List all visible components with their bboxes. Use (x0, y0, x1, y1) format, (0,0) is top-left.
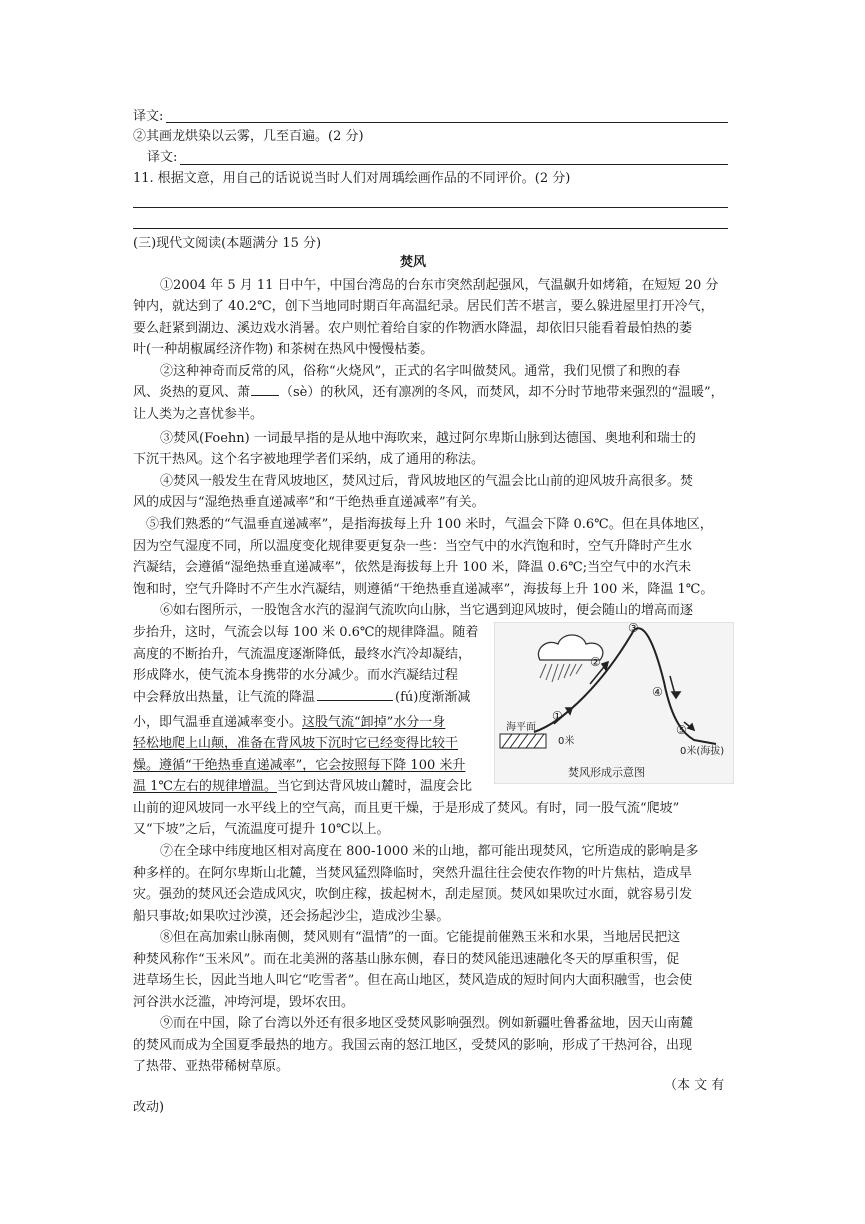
step-5-label: ⑤ (676, 723, 687, 737)
p9-line-1: ⑨而在中国，除了台湾以外还有很多地区受焚风影响强烈。例如新疆吐鲁番盆地，因天山南麓 (160, 1016, 694, 1031)
p5-line-1: ⑤我们熟悉的“气温垂直递减率”，是指海拔每上升 100 米时，气温会下降 0.6℃。但在具体地区， (146, 517, 713, 532)
step-2-label: ② (590, 655, 601, 669)
p6-line-9: 温 1℃左右的规律增温。当它到达背风坡山麓时，温度会比 (133, 779, 472, 794)
p6-line-10: 山前的迎风坡同一水平线上的空气高，而且更干燥，于是形成了焚风。有时，同一股气流“爬坡” (133, 801, 680, 816)
sea-level-label: 海平面 (506, 722, 536, 733)
p5-line-3: 汽凝结，会遵循“湿绝热垂直递减率”，依然是海拔每上升 100 米，降温 0.6℃;当空气中的水汽未 (133, 560, 692, 575)
question-11: 11. 根据文意，用自己的话说说当时人们对周瑀绘画作品的不同评价。(2 分) (133, 171, 571, 186)
p3-line-2: 下沉干热风。这个名字被地理学者们采纳，成了通用的称法。 (133, 452, 485, 467)
p7-line-3: 灾。强劲的焚风还会造成风灾，吹倒庄稼，拔起树木，刮走屋顶。焚风如果吹过水面，就容易引发 (133, 887, 693, 902)
answer-line-4[interactable] (133, 228, 728, 229)
p8-line-3: 进草场生长，因此当地人叫它“吃雪者”。但在高山地区，焚风造成的短时间内大面积融雪，也会使 (133, 973, 693, 988)
yiwen-label-2: 译文: (147, 150, 178, 165)
fill-blank-se[interactable] (251, 383, 279, 396)
sea-level-block (500, 734, 546, 748)
p7-line-1: ⑦在全球中纬度地区相对高度在 800-1000 米的山地，都可能出现焚风，它所造成的影响是多 (160, 844, 699, 859)
p2-line-1: ②这种神奇而反常的风，俗称“火烧风”，正式的名字叫做焚风。通常，我们见惯了和煦的春 (160, 364, 681, 379)
foehn-diagram (494, 622, 734, 784)
p6-line-6: 小，即气温垂直递减率变小。这股气流“卸掉”水分一身 (133, 715, 446, 730)
p5-line-4: 饱和时，空气升降时不产生水汽凝结，则遵循“干绝热垂直递减率”，海拔每上升 100 米，降温 1℃。 (133, 582, 714, 597)
p1-line-3: 要么赶紧到湖边、溪边戏水消暑。农户则忙着给自家的作物洒水降温，却依旧只能看着最怕热的萎 (133, 321, 693, 336)
p2-line-3: 让人类为之喜忧参半。 (133, 407, 264, 422)
p6-line-1: ⑥如右图所示，一股饱含水汽的湿润气流吹向山脉，当它遇到迎风坡时，便会随山的增高而逐 (160, 603, 694, 618)
p6-line-4: 形成降水，使气流本身携带的水分减少。而水汽凝结过程 (133, 668, 459, 683)
answer-line-2[interactable] (180, 164, 728, 165)
p9-line-2: 的焚风而成为全国夏季最热的地方。我国云南的怒江地区，受焚风的影响，形成了干热河谷，出现 (133, 1038, 693, 1053)
p6-line-3: 高度的不断抬升，气流温度逐渐降低，最终水汽冷却凝结， (133, 647, 472, 662)
step-4-label: ④ (652, 685, 663, 699)
fill-blank-fu[interactable] (317, 688, 393, 701)
p1-line-1: ①2004 年 5 月 11 日中午，中国台湾岛的台东市突然刮起强风，气温飙升如烤箱，在短短 20 分 (160, 278, 719, 293)
p7-line-2: 种多样的。在阿尔卑斯山北麓，当焚风猛烈降临时，突然升温往往会使农作物的叶片焦枯，造成旱 (133, 866, 693, 881)
underlined-sentence: 这股气流“卸掉”水分一身 (302, 715, 446, 730)
yiwen-label-1: 译文: (133, 109, 164, 124)
source-note-part1: （本 文 有 (664, 1078, 725, 1093)
figure-frame (494, 622, 734, 784)
p2-line-2: 风、炎热的夏风、萧 （sè）的秋风，还有凛冽的冬风，而焚风，却不分时节地带来强烈的“温暖”， (133, 385, 724, 400)
p6-line-5: 中会释放出热量，让气流的降温 (fú)度渐渐减 (133, 690, 471, 705)
p4-line-1: ④焚风一般发生在背风坡地区，焚风过后，背风坡地区的气温会比山前的迎风坡升高很多。焚 (160, 474, 694, 489)
article-title: 焚风 (400, 255, 427, 270)
foehn-diagram-svg (494, 622, 734, 784)
p8-line-2: 种焚风称作“玉米风”。而在北美洲的落基山脉东侧，春日的焚风能迅速融化冬天的厚重积雪，促 (133, 952, 680, 967)
answer-line-1[interactable] (166, 122, 728, 123)
answer-line-3[interactable] (133, 207, 728, 208)
p1-line-2: 钟内，就达到了 40.2℃，创下当地同时期百年高温纪录。居民们苦不堪言，要么躲进屋里打开冷气， (133, 299, 714, 314)
source-note-part2: 改动) (133, 1100, 165, 1115)
p1-line-4: 叶(一种胡椒属经济作物) 和茶树在热风中慢慢枯萎。 (133, 342, 434, 357)
p7-line-4: 船只事故;如果吹过沙漠，还会扬起沙尘，造成沙尘暴。 (133, 909, 450, 924)
p9-line-3: 了热带、亚热带稀树草原。 (133, 1059, 290, 1074)
question-2: ②其画龙烘染以云雾，几至百遍。(2 分) (133, 129, 364, 144)
p5-line-2: 因为空气湿度不同，所以温度变化规律要更复杂一些：当空气中的水汽饱和时，空气升降时产生水 (133, 539, 693, 554)
p8-line-1: ⑧但在高加索山脉南侧，焚风则有“温情”的一面。它能提前催熟玉米和水果，当地居民把这 (160, 930, 681, 945)
zero-right-label: 0米(海拔) (680, 746, 725, 757)
p8-line-4: 河谷洪水泛滥，冲垮河堤，毁坏农田。 (133, 995, 355, 1010)
p3-line-1: ③焚风(Foehn) 一词最早指的是从地中海吹来，越过阿尔卑斯山脉到达德国、奥地利和瑞士的 (160, 431, 696, 446)
p6-line-2: 步抬升，这时，气流会以每 100 米 0.6℃的规律降温。随着 (133, 625, 479, 640)
step-3-label: ③ (628, 622, 639, 635)
figure-caption: 焚风形成示意图 (568, 766, 645, 779)
step-1-label: ① (552, 709, 563, 723)
p4-line-2: 风的成因与“湿绝热垂直递减率”和“干绝热垂直递减率”有关。 (133, 495, 485, 510)
zero-left-label: 0米 (558, 736, 575, 747)
section-heading: (三)现代文阅读(本题满分 15 分) (133, 236, 322, 251)
p6-line-11: 又“下坡”之后，气流温度可提升 10℃以上。 (133, 822, 390, 837)
p6-line-8: 燥。遵循“干绝热垂直递减率”，它会按照每下降 100 米升 (133, 758, 466, 773)
p6-line-7: 轻松地爬上山颠，准备在背风坡下沉时它已经变得比较干 (133, 736, 459, 751)
